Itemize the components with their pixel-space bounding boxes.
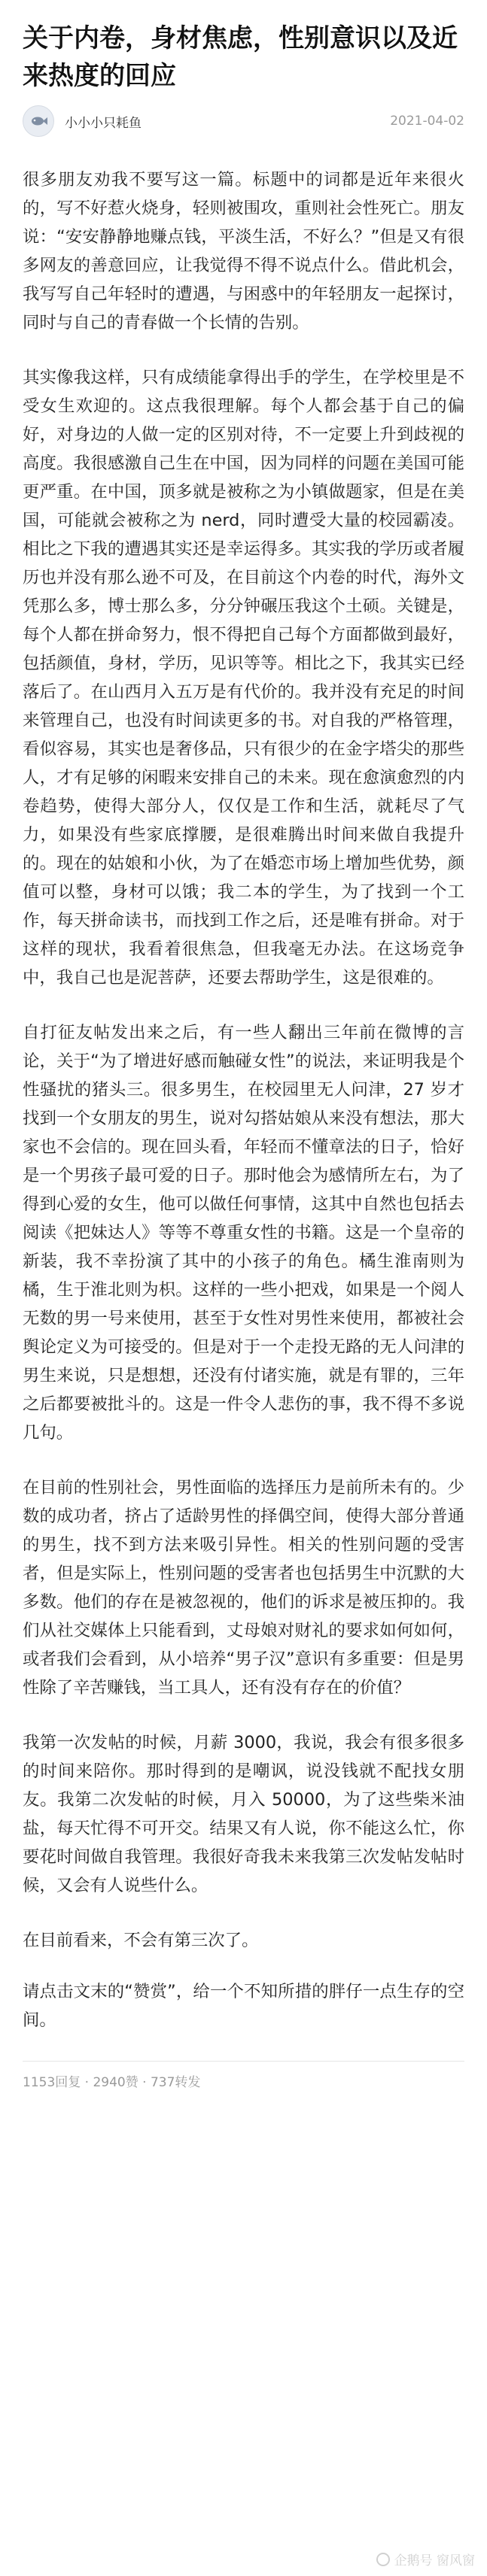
- post-body: [23, 165, 464, 2034]
- fish-avatar-icon[interactable]: [23, 105, 54, 137]
- fish-icon: [29, 111, 48, 131]
- post-title: 关于内卷，身材焦虑，性别意识以及近来热度的回应: [23, 23, 458, 91]
- post-stats: 1153回复 · 2940赞 · 737转发: [23, 2074, 201, 2090]
- paragraph-no-third-time: 在目前看来，不会有第三次了。: [23, 1931, 259, 1950]
- paragraph-past-remarks: 自打征友帖发出来之后，有一些人翻出三年前在微博的言论，关于“为了增进好感而触碰女性”的说法，来证明我是个性骚扰的猪头三。很多男生，在校园里无人问津，27 岁才找到一个女朋友的男生，说对勾搭姑娘从来没有想法，那大家也不会信的。现在回头看，年轻而不懂章法的日子，恰好是一个男孩子最可爱的日子。那时他会为感情所左右，为了得到心爱的女生，他可以做任何事情，这其中自然也包括去阅读《把妹达人》等等不尊重女性的书籍。这是一个皇帝的新装，我不幸扮演了其中的小孩子的角色。橘生淮南则为橘，生于淮北则为枳。这样的一些小把戏，如果是一个阅人无数的男一号来使用，甚至于女性对男性来使用，都被社会舆论定义为可接受的。但是对于一个走投无路的无人问津的男生来说，只是想想，还没有付诸实施，就是有罪的，三年之后都要被批斗的。这是一件令人悲伤的事，我不得不多说几句。: [23, 1023, 464, 1443]
- watermark-text: 企鹅号 窗风窗: [394, 2553, 475, 2568]
- author-row: [23, 105, 464, 137]
- paragraph-intro: 很多朋友劝我不要写这一篇。标题中的词都是近年来很火的，写不好惹火烧身，轻则被围攻，重则社会性死亡。朋友说：“安安静静地赚点钱，平淡生活，不好么？”但是又有很多网友的善意回应，让我觉得不得不说点什么。借此机会，我写写自己年轻时的遭遇，与困惑中的年轻朋友一起探讨，同时与自己的青春做一个长情的告别。: [23, 170, 464, 332]
- author-name[interactable]: 小小小只耗鱼: [65, 115, 142, 131]
- penguin-logo-icon: [376, 2553, 390, 2566]
- paragraph-posting-history: 我第一次发帖的时候，月薪 3000，我说，我会有很多很多的时间来陪你。那时得到的是嘲讽，说没钱就不配找女朋友。我第二次发帖的时候，月入 50000，为了这些柴米油盐，每天忙得不可开交。结果又有人说，你不能这么忙，你要花时间做自我管理。我很好奇我未来我第三次发帖发帖时候，又会有人说些什么。: [23, 1733, 464, 1895]
- paragraph-tip-request: 请点击文末的“赞赏”，给一个不知所措的胖仔一点生存的空间。: [23, 1982, 464, 2030]
- post-date: 2021-04-02: [390, 114, 464, 129]
- paragraph-gender-pressure: 在目前的性别社会，男性面临的选择压力是前所未有的。少数的成功者，挤占了适龄男性的择偶空间，使得大部分普通的男生，找不到方法来吸引异性。相关的性别问题的受害者，但是实际上，性别问题的受害者也包括男生中沉默的大多数。他们的存在是被忽视的，他们的诉求是被压抑的。我们从社交媒体上只能看到，丈母娘对财礼的要求如何如何，或者我们会看到，从小培养“男子汉”意识有多重要：但是男性除了辛苦赚钱，当工具人，还有没有存在的价值？: [23, 1478, 464, 1698]
- paragraph-involution: 其实像我这样，只有成绩能拿得出手的学生，在学校里是不受女生欢迎的。这点我很理解。每个人都会基于自己的偏好，对身边的人做一定的区别对待，不一定要上升到歧视的高度。我很感激自己生在中国，因为同样的问题在美国可能更严重。在中国，顶多就是被称之为小镇做题家，但是在美国，可能就会被称之为 nerd，同时遭受大量的校园霸凌。相比之下我的遭遇其实还是幸运得多。其实我的学历或者履历也并没有那么逊不可及，在目前这个内卷的时代，海外文凭那么多，博士那么多，分分钟碾压我这个土硕。关键是，每个人都在拼命努力，恨不得把自己每个方面都做到最好，包括颜值，身材，学历，见识等等。相比之下，我其实已经落后了。在山西月入五万是有代价的。我并没有充足的时间来管理自己，也没有时间读更多的书。对自我的严格管理，看似容易，其实也是奢侈品，只有很少的在金字塔尖的那些人，才有足够的闲暇来安排自己的未来。现在愈演愈烈的内卷趋势，使得大部分人，仅仅是工作和生活，就耗尽了气力，如果没有些家底撑腰，是很难腾出时间来做自我提升的。现在的姑娘和小伙，为了在婚恋市场上增加些优势，颜值可以整，身材可以饿；我二本的学生，为了找到一个工作，每天拼命读书，而找到工作之后，还是唯有拼命。对于这样的现状，我看着很焦急，但我毫无办法。在这场竞争中，我自己也是泥菩萨，还要去帮助学生，这是很难的。: [23, 368, 464, 988]
- watermark: [376, 2550, 475, 2568]
